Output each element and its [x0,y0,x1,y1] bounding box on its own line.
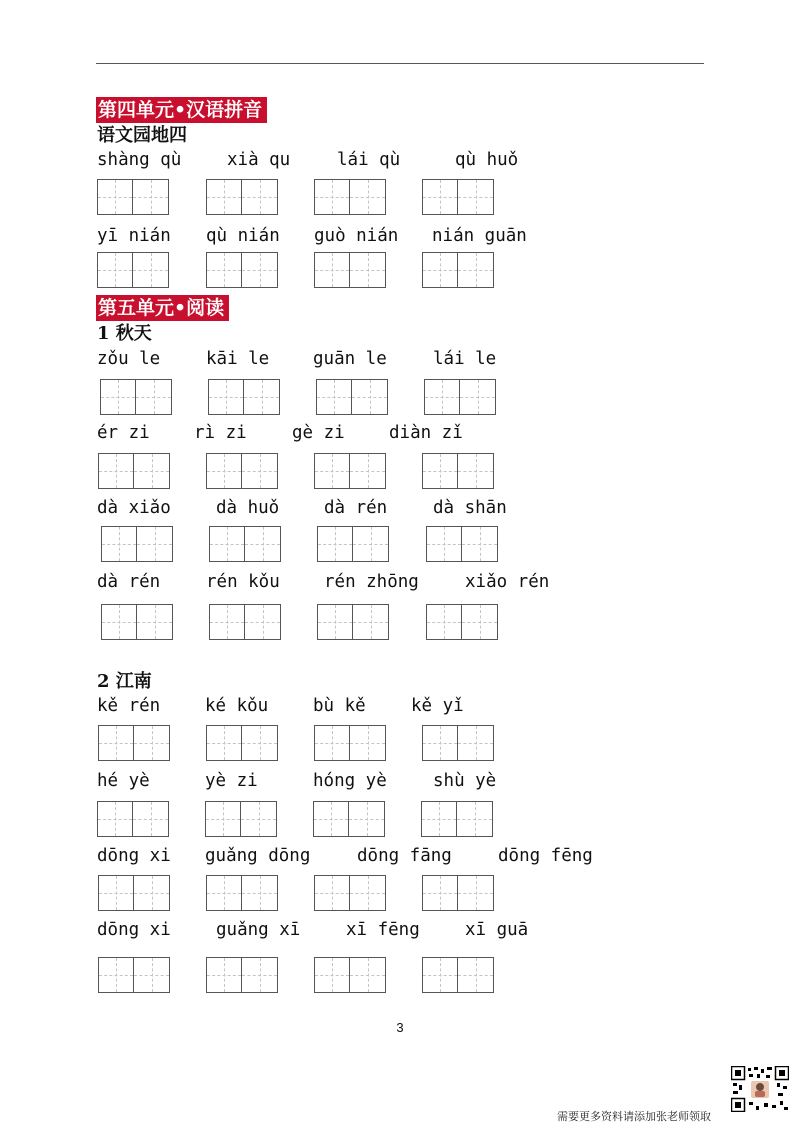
writing-grid[interactable] [314,453,386,489]
pinyin-label: shàng qù [97,150,182,170]
pinyin-label: xī guā [465,920,529,940]
lesson1-title: 1 秋天 [97,323,152,344]
writing-grid[interactable] [422,875,494,911]
pinyin-label: dà rén [324,498,388,518]
pinyin-label: dōng xi [97,920,171,940]
pinyin-label: dà xiǎo [97,498,171,518]
pinyin-label: dà huǒ [216,498,280,518]
writing-grid[interactable] [421,801,493,837]
pinyin-label: xià qu [227,150,291,170]
pinyin-label: qù huǒ [455,150,519,170]
writing-grid[interactable] [98,875,170,911]
pinyin-label: dōng xi [97,846,171,866]
writing-grid[interactable] [97,252,169,288]
writing-grid[interactable] [422,957,494,993]
writing-grid[interactable] [206,252,278,288]
writing-grid[interactable] [100,379,172,415]
writing-grid[interactable] [316,379,388,415]
page-number: 3 [396,1020,404,1035]
pinyin-label: yī nián [97,226,171,246]
writing-grid[interactable] [422,179,494,215]
writing-grid[interactable] [317,604,389,640]
pinyin-label: gè zi [292,423,345,443]
pinyin-label: dōng fēng [498,846,593,866]
pinyin-label: guān le [313,349,387,369]
pinyin-label: nián guān [432,226,527,246]
writing-grid[interactable] [206,957,278,993]
writing-grid[interactable] [422,252,494,288]
writing-grid[interactable] [208,379,280,415]
writing-grid[interactable] [314,179,386,215]
pinyin-label: rén zhōng [324,572,419,592]
pinyin-label: hóng yè [313,771,387,791]
writing-grid[interactable] [314,252,386,288]
pinyin-label: shù yè [433,771,497,791]
pinyin-label: kě yǐ [411,696,464,716]
pinyin-label: yè zi [205,771,258,791]
writing-grid[interactable] [422,725,494,761]
pinyin-label: xī fēng [346,920,420,940]
writing-grid[interactable] [97,179,169,215]
writing-grid[interactable] [209,604,281,640]
writing-grid[interactable] [205,801,277,837]
writing-grid[interactable] [209,526,281,562]
pinyin-label: kāi le [206,349,270,369]
writing-grid[interactable] [206,453,278,489]
writing-grid[interactable] [101,526,173,562]
pinyin-label: lái le [433,349,497,369]
pinyin-label: ké kǒu [205,696,269,716]
writing-grid[interactable] [98,725,170,761]
writing-grid[interactable] [101,604,173,640]
writing-grid[interactable] [206,875,278,911]
pinyin-label: guò nián [314,226,399,246]
writing-grid[interactable] [98,453,170,489]
pinyin-label: kě rén [97,696,161,716]
pinyin-label: diàn zǐ [389,423,463,443]
writing-grid[interactable] [426,604,498,640]
pinyin-label: zǒu le [97,349,161,369]
writing-grid[interactable] [206,725,278,761]
pinyin-label: qù nián [206,226,280,246]
writing-grid[interactable] [98,957,170,993]
pinyin-label: guǎng xī [216,920,301,940]
writing-grid[interactable] [424,379,496,415]
writing-grid[interactable] [314,725,386,761]
unit5-banner: 第五单元•阅读 [96,295,229,321]
writing-grid[interactable] [314,875,386,911]
writing-grid[interactable] [314,957,386,993]
writing-grid[interactable] [426,526,498,562]
writing-grid[interactable] [317,526,389,562]
header-rule [96,63,704,64]
writing-grid[interactable] [422,453,494,489]
writing-grid[interactable] [97,801,169,837]
pinyin-label: ér zi [97,423,150,443]
pinyin-label: xiǎo rén [465,572,550,592]
pinyin-label: guǎng dōng [205,846,311,866]
pinyin-label: rén kǒu [206,572,280,592]
qr-code-icon[interactable] [731,1066,789,1112]
lesson2-title: 2 江南 [97,671,152,692]
pinyin-label: rì zi [194,423,247,443]
pinyin-label: dōng fāng [357,846,452,866]
writing-grid[interactable] [206,179,278,215]
footer-note: 需要更多资料请添加张老师领取 [557,1110,711,1123]
writing-grid[interactable] [313,801,385,837]
pinyin-label: bù kě [313,696,366,716]
pinyin-label: lái qù [337,150,401,170]
pinyin-label: dà shān [433,498,507,518]
unit4-banner: 第四单元•汉语拼音 [96,97,267,123]
unit4-subtitle: 语文园地四 [97,125,187,146]
pinyin-label: hé yè [97,771,150,791]
pinyin-label: dà rén [97,572,161,592]
